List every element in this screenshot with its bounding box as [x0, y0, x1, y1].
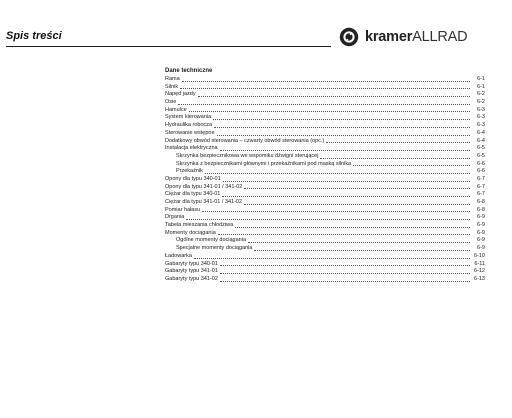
toc-entry-label: Skrzynka bezpiecznikowa we wspomiku dźwigni sterującej [176, 152, 319, 159]
toc-entry[interactable] [165, 191, 485, 199]
toc-entry-page: 6-1 [477, 76, 485, 82]
toc-entry[interactable] [165, 107, 485, 115]
toc-entry-label: Opony dla typu 340-01 [165, 175, 221, 182]
toc-entry-page: 6-8 [477, 206, 485, 213]
toc-dot-leader [220, 149, 470, 151]
toc-entry[interactable] [165, 84, 485, 92]
toc-entry[interactable] [165, 138, 485, 146]
toc-entry-page: 6-9 [477, 237, 485, 244]
toc-entry-page: 6-6 [477, 168, 485, 175]
toc-dot-leader [223, 180, 470, 182]
toc-dot-leader [217, 134, 470, 136]
toc-entry-label: Specjalne momenty dociągania [176, 245, 253, 252]
toc-entry-page: 6-4 [477, 129, 485, 136]
toc-entry-label: Ogólne momenty dociągania [176, 237, 247, 244]
toc-entry-label: Instalacja elektryczna [165, 145, 218, 152]
toc-dot-leader [189, 110, 470, 112]
toc-entry-page: 6-6 [477, 160, 485, 167]
toc-dot-leader [205, 172, 470, 174]
toc-entry-label: Gabaryty typu 341-01 [165, 268, 218, 275]
toc-list [165, 76, 485, 284]
toc-entry[interactable] [165, 230, 485, 238]
toc-entry-page: 6-13 [473, 275, 485, 282]
toc-entry-label: Hydraulika robocza [165, 122, 213, 129]
toc-entry-label: Ładowarka [165, 252, 192, 259]
toc-entry-label: System kierowania [165, 114, 212, 121]
toc-entry-page: 6-7 [477, 183, 485, 190]
toc-dot-leader [244, 187, 470, 189]
toc-entry[interactable] [165, 214, 485, 222]
toc-dot-leader [248, 241, 470, 243]
toc-entry-label: Hamulce [165, 106, 187, 113]
page-header [0, 0, 512, 56]
toc-entry-label: Dodatkowy obwód sterowania – czwarty obwód sterowania (opc.) [165, 137, 325, 144]
toc-entry-page: 6-7 [477, 175, 485, 182]
toc-dot-leader [180, 87, 470, 89]
toc-dot-leader [218, 233, 470, 235]
toc-entry-label: Drgania [165, 214, 185, 221]
toc-entry-label: Skrzynka z bezpiecznikami głównymi i przekaźnikami pod maską silnika [176, 160, 352, 167]
page-title: Spis treści [6, 30, 62, 42]
toc-entry-page: 6-5 [477, 152, 485, 159]
toc-entry-label: Pomiar hałasu [165, 206, 201, 213]
toc-dot-leader [213, 118, 470, 120]
toc-dot-leader [182, 80, 470, 82]
toc-dot-leader [220, 280, 470, 282]
brand-logo [365, 29, 467, 45]
toc-dot-leader [214, 126, 470, 128]
toc-entry[interactable] [165, 130, 485, 138]
toc-entry-label: Przekaźnik [176, 168, 203, 175]
toc-dot-leader [178, 103, 470, 105]
toc-entry-page: 6-3 [477, 114, 485, 121]
brand-name-strong: kramer [365, 29, 413, 45]
toc-entry-page: 6-11 [474, 260, 485, 267]
toc-entry-page: 6-5 [477, 145, 485, 152]
toc-entry-label: Opony dla typu 341-01 / 341-02 [165, 183, 243, 190]
toc-dot-leader [254, 249, 470, 251]
toc-entry[interactable] [165, 199, 485, 207]
toc-entry-label: Momenty dociągania [165, 229, 216, 236]
toc-entry[interactable] [165, 76, 485, 84]
toc-dot-leader [194, 257, 470, 259]
toc-entry-page: 6-9 [477, 222, 485, 229]
toc-dot-leader [320, 157, 470, 159]
toc-entry-label: Sterowanie wstępne [165, 129, 215, 136]
toc-entry[interactable] [165, 168, 485, 176]
toc-entry-label: Ciężar dla typu 340-01 [165, 191, 221, 198]
brand-name-light: ALLRAD [412, 29, 468, 45]
toc-entry-page: 6-2 [477, 99, 485, 106]
toc-entry[interactable] [165, 253, 485, 261]
toc-entry-page: 6-4 [477, 137, 485, 144]
toc-entry[interactable] [165, 153, 485, 161]
toc-heading: Dane techniczne [165, 68, 213, 74]
toc-entry-page: 6-12 [473, 268, 485, 275]
toc-entry[interactable] [165, 245, 485, 253]
toc-dot-leader [186, 218, 470, 220]
toc-entry[interactable] [165, 261, 485, 269]
toc-dot-leader [244, 203, 470, 205]
toc-entry-label: Ciężar dla typu 341-01 / 341-02 [165, 199, 243, 205]
toc-entry[interactable] [165, 99, 485, 107]
toc-entry-label: Gabaryty typu 341-02 [165, 275, 218, 282]
toc-dot-leader [220, 272, 470, 274]
toc-entry-label: Gabaryty typu 340-01 [165, 260, 218, 267]
toc-entry-label: Tabela mieszania chłodziwa [165, 222, 234, 229]
toc-entry-page: 6-9 [477, 229, 485, 236]
toc-entry-page: 6-7 [477, 191, 485, 198]
toc-entry-label: Silnik [165, 83, 179, 90]
toc-dot-leader [235, 226, 470, 228]
toc-entry-label: Osie [165, 99, 177, 106]
toc-entry-page: 6-3 [477, 122, 485, 129]
toc-entry-page: 6-9 [477, 214, 485, 221]
toc-entry-page: 6-1 [477, 83, 485, 90]
toc-entry[interactable] [165, 91, 485, 99]
toc-entry-label: Napęd jazdy [165, 91, 196, 98]
toc-entry[interactable] [165, 161, 485, 169]
toc-entry[interactable] [165, 145, 485, 153]
toc-entry[interactable] [165, 222, 485, 230]
toc-dot-leader [220, 264, 470, 266]
toc-entry[interactable] [165, 114, 485, 122]
toc-entry[interactable] [165, 122, 485, 130]
toc-entry[interactable] [165, 276, 485, 284]
toc-entry-page: 6-8 [477, 199, 485, 205]
header-rule [6, 46, 331, 47]
toc-dot-leader [326, 141, 470, 143]
toc-dot-leader [353, 164, 470, 166]
toc-entry-page: 6-2 [477, 91, 485, 98]
toc-dot-leader [222, 195, 470, 197]
toc-entry[interactable] [165, 176, 485, 184]
table-of-contents [165, 67, 485, 284]
toc-entry-label: Rama [165, 76, 180, 82]
toc-entry[interactable] [165, 268, 485, 276]
tire-wheel-icon [339, 27, 359, 47]
toc-entry[interactable] [165, 184, 485, 192]
toc-entry-page: 6-3 [477, 106, 485, 113]
toc-entry-page: 6-9 [477, 245, 485, 252]
toc-entry[interactable] [165, 207, 485, 215]
toc-dot-leader [198, 95, 470, 97]
toc-dot-leader [202, 210, 470, 212]
toc-entry[interactable] [165, 237, 485, 245]
toc-entry-page: 6-10 [473, 252, 485, 259]
